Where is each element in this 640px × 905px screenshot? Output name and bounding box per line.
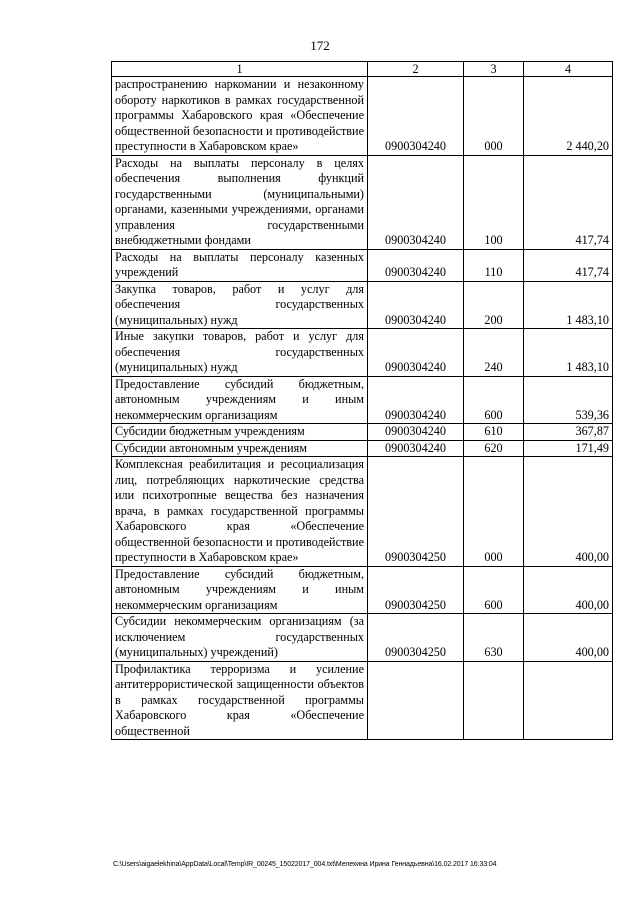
row-expense-type: 630 <box>464 614 524 662</box>
budget-table <box>111 61 613 740</box>
table-row <box>112 376 613 424</box>
table-row <box>112 329 613 377</box>
row-code: 0900304240 <box>368 376 464 424</box>
table-row <box>112 457 613 567</box>
table-row <box>112 281 613 329</box>
table-row <box>112 77 613 156</box>
table-row <box>112 661 613 740</box>
row-code: 0900304250 <box>368 457 464 567</box>
row-expense-type <box>464 661 524 740</box>
footer-file-path: C:\Users\aigaelekhina\AppData\Local\Temp\IR_00245_15022017_004.txt\Мелехина Ирина Геннадьевна\16.02.2017 16:33:04 <box>113 861 497 868</box>
column-header-2: 2 <box>368 62 464 77</box>
row-expense-type: 600 <box>464 566 524 614</box>
row-expense-type: 200 <box>464 281 524 329</box>
row-name: Иные закупки товаров, работ и услуг для обеспечения государственных (муниципальных) нужд <box>112 329 368 377</box>
table-header-row <box>112 62 613 77</box>
row-code: 0900304240 <box>368 329 464 377</box>
row-amount: 171,49 <box>524 440 613 457</box>
row-name: Расходы на выплаты персоналу казенных учреждений <box>112 249 368 281</box>
row-amount: 1 483,10 <box>524 329 613 377</box>
column-header-3: 3 <box>464 62 524 77</box>
row-expense-type: 240 <box>464 329 524 377</box>
row-amount: 417,74 <box>524 155 613 249</box>
table-row <box>112 566 613 614</box>
table-row <box>112 249 613 281</box>
table-row <box>112 440 613 457</box>
page-number: 172 <box>310 38 330 53</box>
row-amount: 400,00 <box>524 566 613 614</box>
column-header-1: 1 <box>112 62 368 77</box>
row-name: Предоставление субсидий бюджетным, автономным учреждениям и иным некоммерческим организациям <box>112 566 368 614</box>
row-code: 0900304240 <box>368 155 464 249</box>
row-expense-type: 610 <box>464 424 524 441</box>
row-code: 0900304240 <box>368 77 464 156</box>
row-name: Субсидии бюджетным учреждениям <box>112 424 368 441</box>
row-expense-type: 110 <box>464 249 524 281</box>
row-expense-type: 000 <box>464 457 524 567</box>
table-row <box>112 155 613 249</box>
row-name: Расходы на выплаты персоналу в целях обеспечения выполнения функций государственными (муниципальными) органами, казенными учреждениями, органами управления государственными внебюджетными фондами <box>112 155 368 249</box>
row-name: Комплексная реабилитация и ресоциализация лиц, потребляющих наркотические средства или психотропные вещества без назначения врача, в рамках государственной программы Хабаровского края «Обеспечение общественной безопасности и противодействие преступности в Хабаровском крае» <box>112 457 368 567</box>
row-code: 0900304250 <box>368 614 464 662</box>
column-header-4: 4 <box>524 62 613 77</box>
row-name: Предоставление субсидий бюджетным, автономным учреждениям и иным некоммерческим организациям <box>112 376 368 424</box>
row-amount: 539,36 <box>524 376 613 424</box>
row-name: Субсидии автономным учреждениям <box>112 440 368 457</box>
row-code <box>368 661 464 740</box>
row-name: Профилактика терроризма и усиление антитеррористической защищенности объектов в рамках государственной программы Хабаровского края «Обеспечение общественной <box>112 661 368 740</box>
row-amount: 400,00 <box>524 614 613 662</box>
row-code: 0900304240 <box>368 281 464 329</box>
row-amount: 367,87 <box>524 424 613 441</box>
row-code: 0900304250 <box>368 566 464 614</box>
row-code: 0900304240 <box>368 424 464 441</box>
row-amount: 417,74 <box>524 249 613 281</box>
table-row <box>112 424 613 441</box>
row-name: распространению наркомании и незаконному обороту наркотиков в рамках государственной программы Хабаровского края «Обеспечение общественной безопасности и противодействие преступности в Хабаровском крае» <box>112 77 368 156</box>
row-expense-type: 600 <box>464 376 524 424</box>
row-code: 0900304240 <box>368 440 464 457</box>
row-amount: 400,00 <box>524 457 613 567</box>
row-amount: 1 483,10 <box>524 281 613 329</box>
row-expense-type: 100 <box>464 155 524 249</box>
table-row <box>112 614 613 662</box>
row-expense-type: 620 <box>464 440 524 457</box>
row-name: Закупка товаров, работ и услуг для обеспечения государственных (муниципальных) нужд <box>112 281 368 329</box>
row-amount: 2 440,20 <box>524 77 613 156</box>
row-expense-type: 000 <box>464 77 524 156</box>
row-code: 0900304240 <box>368 249 464 281</box>
row-name: Субсидии некоммерческим организациям (за исключением государственных (муниципальных) учреждений) <box>112 614 368 662</box>
row-amount <box>524 661 613 740</box>
